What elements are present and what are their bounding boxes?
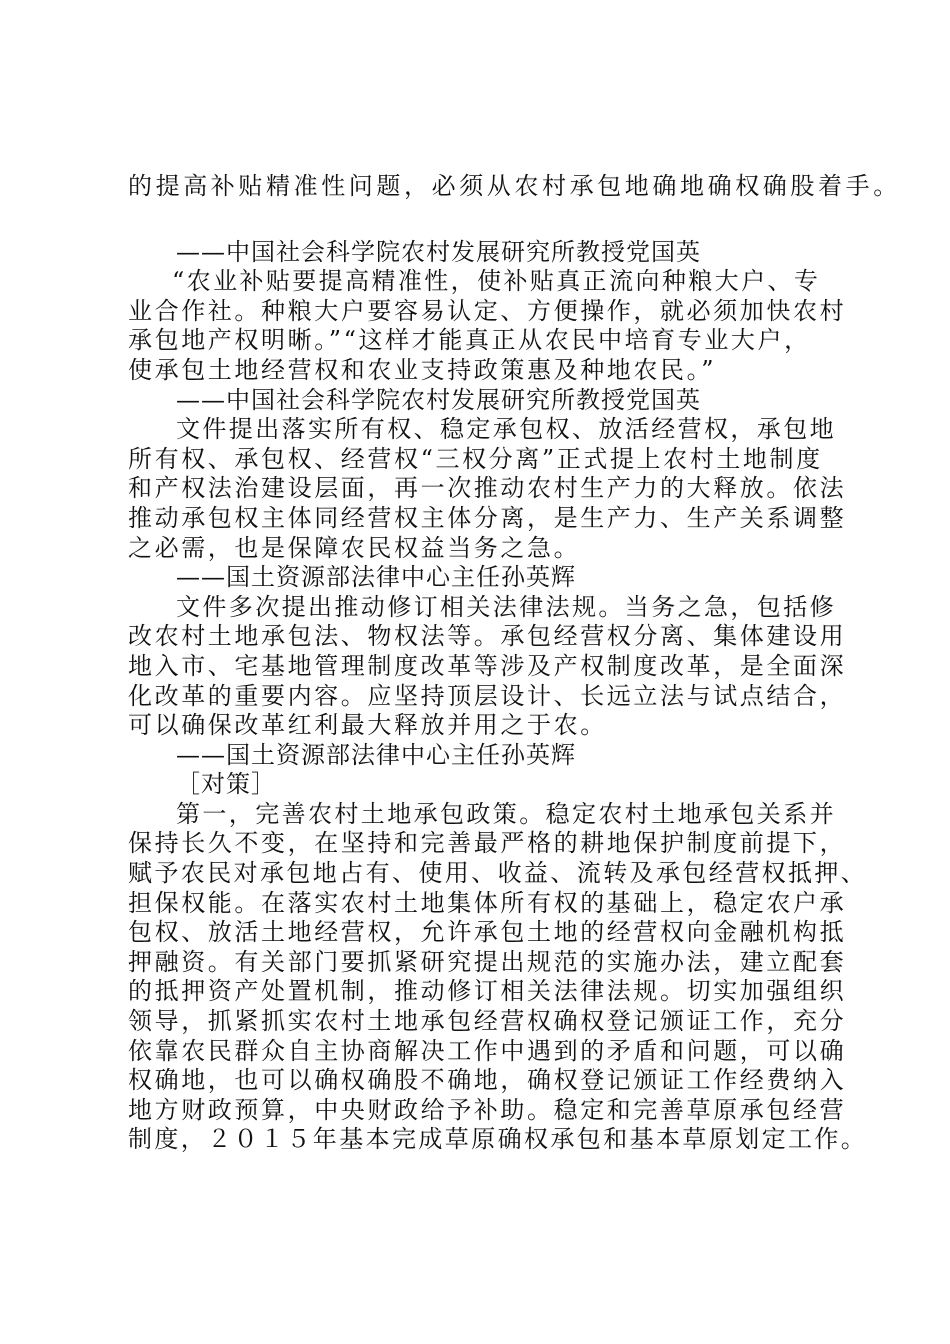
attribution-line: ——中国社会科学院农村发展研究所教授党国英 bbox=[176, 237, 701, 266]
paragraph-line: 改农村土地承包法、物权法等。承包经营权分离、集体建设用 bbox=[128, 622, 847, 651]
paragraph-line: 依靠农民群众自主协商解决工作中遇到的矛盾和问题，可以确 bbox=[128, 1036, 847, 1065]
paragraph-line: 文件提出落实所有权、稳定承包权、放活经营权，承包地 bbox=[176, 415, 836, 444]
paragraph-line: 可以确保改革红利最大释放并用之于农。 bbox=[128, 711, 607, 740]
paragraph-line: 领导，抓紧抓实农村土地承包经营权确权登记颁证工作，充分 bbox=[128, 1007, 847, 1036]
quote-line: “农业补贴要提高精准性，使补贴真正流向种粮大户、专 bbox=[172, 267, 821, 296]
quote-line: 业合作社。种粮大户要容易认定、方便操作，就必须加快农村 bbox=[128, 296, 847, 325]
paragraph-line: 押融资。有关部门要抓紧研究提出规范的实施办法，建立配套 bbox=[128, 947, 847, 976]
paragraph-line: 地入市、宅基地管理制度改革等涉及产权制度改革，是全面深 bbox=[128, 651, 847, 680]
paragraph-line: 权确地，也可以确权确股不确地，确权登记颁证工作经费纳入 bbox=[128, 1066, 847, 1095]
paragraph-line: 文件多次提出推动修订相关法律法规。当务之急，包括修 bbox=[176, 592, 836, 621]
paragraph-line: 和产权法治建设层面，再一次推动农村生产力的大释放。依法 bbox=[128, 474, 847, 503]
paragraph-line: 保持长久不变，在坚持和完善最严格的耕地保护制度前提下， bbox=[128, 829, 847, 858]
text-line: 的提高补贴精准性问题，必须从农村承包地确地确权确股着手。 bbox=[128, 172, 901, 200]
paragraph-line: 第一，完善农村土地承包政策。稳定农村土地承包关系并 bbox=[176, 799, 836, 828]
paragraph-line: 包权、放活土地经营权，允许承包土地的经营权向金融机构抵 bbox=[128, 918, 847, 947]
paragraph-line: 赋予农民对承包地占有、使用、收益、流转及承包经营权抵押、 bbox=[128, 859, 868, 888]
paragraph-line: 推动承包权主体同经营权主体分离，是生产力、生产关系调整 bbox=[128, 503, 847, 532]
attribution-line: ——国土资源部法律中心主任孙英辉 bbox=[176, 563, 576, 592]
quote-line: 使承包土地经营权和农业支持政策惠及种地农民。” bbox=[128, 355, 717, 384]
paragraph-line: 担保权能。在落实农村土地集体所有权的基础上，稳定农户承 bbox=[128, 888, 847, 917]
paragraph-gap bbox=[128, 202, 840, 238]
paragraph-line: 之必需，也是保障农民权益当务之急。 bbox=[128, 533, 581, 562]
paragraph-line: 所有权、承包权、经营权“三权分离”正式提上农村土地制度 bbox=[128, 444, 823, 473]
attribution-line: ——国土资源部法律中心主任孙英辉 bbox=[176, 740, 576, 769]
section-heading: ［对策］ bbox=[176, 770, 276, 799]
paragraph-line: 化改革的重要内容。应坚持顶层设计、长远立法与试点结合， bbox=[128, 681, 847, 710]
document-body bbox=[128, 172, 901, 1155]
paragraph-line: 制度，２０１５年基本完成草原确权承包和基本草原划定工作。 bbox=[128, 1125, 868, 1154]
quote-line: 承包地产权明晰。”“这样才能真正从农民中培育专业大户， bbox=[128, 326, 811, 355]
paragraph-line: 地方财政预算，中央财政给予补助。稳定和完善草原承包经营 bbox=[128, 1095, 847, 1124]
attribution-line: ——中国社会科学院农村发展研究所教授党国英 bbox=[176, 385, 701, 414]
paragraph-line: 的抵押资产处置机制，推动修订相关法律法规。切实加强组织 bbox=[128, 977, 847, 1006]
